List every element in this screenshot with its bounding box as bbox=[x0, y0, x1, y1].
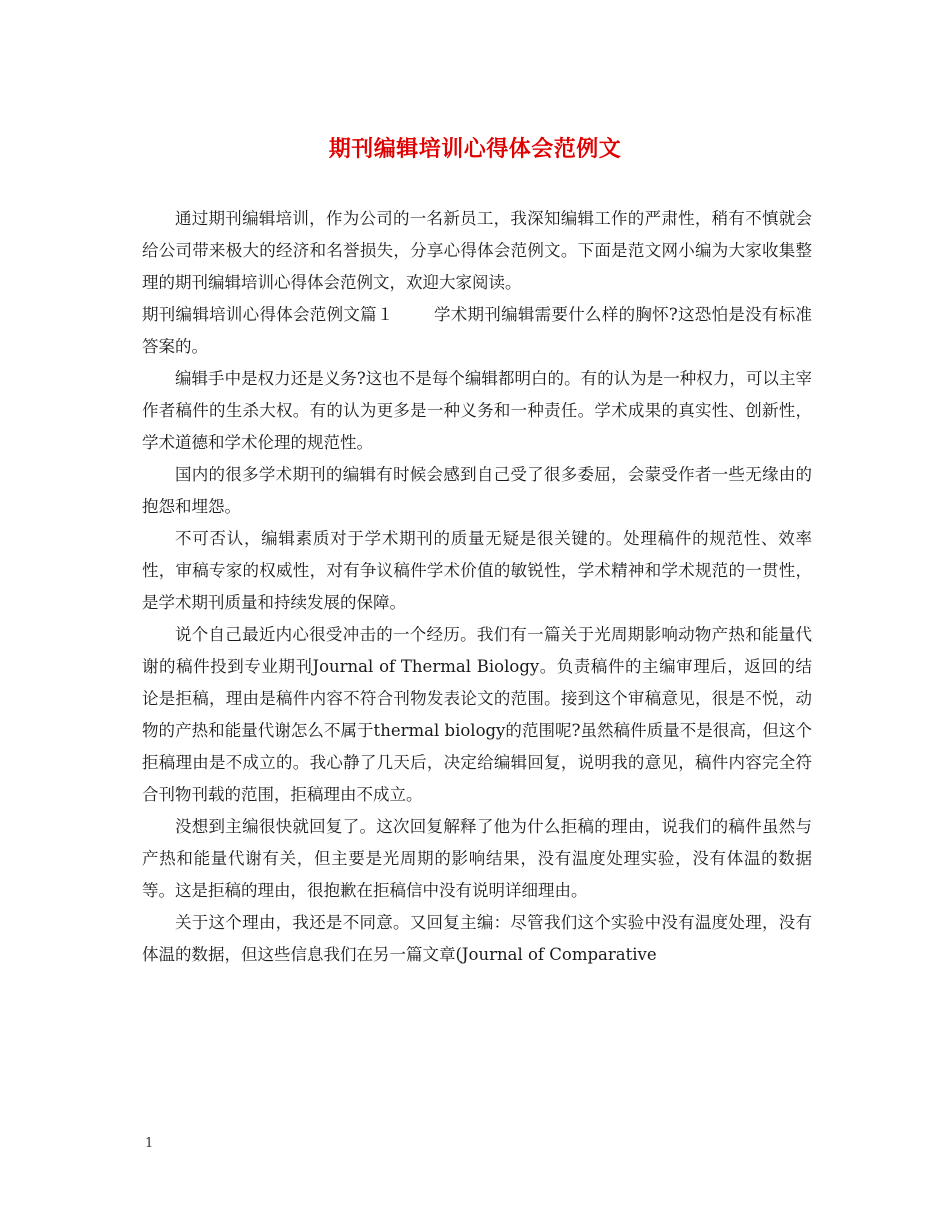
section-first-paragraph: 学术期刊编辑需要什么样的胸怀?这恐怕是没有标准答案的。 bbox=[142, 305, 812, 356]
section-heading-line bbox=[142, 299, 812, 363]
body-paragraph: 国内的很多学术期刊的编辑有时候会感到自己受了很多委屈，会蒙受作者一些无缘由的抱怨和埋怨。 bbox=[142, 465, 812, 516]
document-body bbox=[142, 203, 812, 971]
section-heading: 期刊编辑培训心得体会范例文篇１ bbox=[142, 305, 394, 324]
body-paragraph: 说个自己最近内心很受冲击的一个经历。我们有一篇关于光周期影响动物产热和能量代谢的稿件投到专业期刊Journal of Thermal Biology。负责稿件的主编审理后，返回的结论是拒稿，理由是稿件内容不符合刊物发表论文的范围。接到这个审稿意见，很是不悦，动物的产热和能量代谢怎么不属于thermal biology的范围呢?虽然稿件质量不是很高，但这个拒稿理由是不成立的。我心静了几天后，决定给编辑回复，说明我的意见，稿件内容完全符合刊物刊载的范围，拒稿理由不成立。 bbox=[142, 625, 812, 804]
page-number: 1 bbox=[145, 1136, 154, 1151]
document-title: 期刊编辑培训心得体会范例文 bbox=[328, 136, 622, 162]
body-paragraph: 编辑手中是权力还是义务?这也不是每个编辑都明白的。有的认为是一种权力，可以主宰作者稿件的生杀大权。有的认为更多是一种义务和一种责任。学术成果的真实性、创新性，学术道德和学术伦理的规范性。 bbox=[142, 369, 812, 452]
intro-paragraph: 通过期刊编辑培训，作为公司的一名新员工，我深知编辑工作的严肃性，稍有不慎就会给公司带来极大的经济和名誉损失，分享心得体会范例文。下面是范文网小编为大家收集整理的期刊编辑培训心得体会范例文，欢迎大家阅读。 bbox=[142, 209, 812, 292]
body-paragraph: 不可否认，编辑素质对于学术期刊的质量无疑是很关键的。处理稿件的规范性、效率性，审稿专家的权威性，对有争议稿件学术价值的敏锐性，学术精神和学术规范的一贯性，是学术期刊质量和持续发展的保障。 bbox=[142, 529, 812, 612]
body-paragraph: 没想到主编很快就回复了。这次回复解释了他为什么拒稿的理由，说我们的稿件虽然与产热和能量代谢有关，但主要是光周期的影响结果，没有温度处理实验，没有体温的数据等。这是拒稿的理由，很抱歉在拒稿信中没有说明详细理由。 bbox=[142, 817, 812, 900]
body-paragraph: 关于这个理由，我还是不同意。又回复主编：尽管我们这个实验中没有温度处理，没有体温的数据，但这些信息我们在另一篇文章(Journal of Comparative bbox=[142, 913, 812, 964]
